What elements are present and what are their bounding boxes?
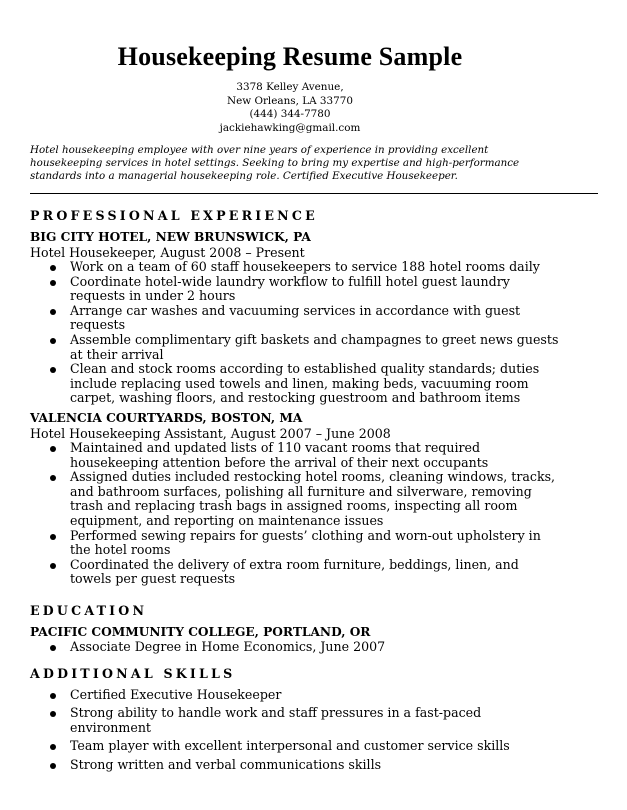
bullet-icon (50, 711, 56, 717)
school-name: PACIFIC COMMUNITY COLLEGE, PORTLAND, OR (30, 625, 371, 639)
list-item: Maintained and updated lists of 110 vacant rooms that required housekeeping attention before the arrival of their next occupants (50, 441, 560, 470)
bullet-icon (50, 446, 56, 452)
phone-number: (444) 344-7780 (249, 108, 331, 121)
resume-title: Housekeeping Resume Sample (117, 42, 463, 71)
header-divider (30, 193, 598, 194)
bullet-icon (50, 744, 56, 750)
bullet-icon (50, 534, 56, 540)
bullet-icon (50, 645, 56, 651)
list-item: Team player with excellent interpersonal and customer service skills (50, 739, 560, 754)
employer-name: BIG CITY HOTEL, NEW BRUNSWICK, PA (30, 230, 311, 244)
education-list (50, 640, 560, 655)
bullet-icon (50, 367, 56, 373)
list-item: Assemble complimentary gift baskets and champagnes to greet news guests at their arrival (50, 333, 560, 362)
job-role: Hotel Housekeeping Assistant, August 2007 – June 2008 (30, 426, 391, 441)
education-heading: EDUCATION (30, 603, 148, 618)
bullet-icon (50, 280, 56, 286)
bullet-icon (50, 265, 56, 271)
address-line-2: New Orleans, LA 33770 (227, 94, 353, 107)
list-item: Arrange car washes and vacuuming services in accordance with guest requests (50, 304, 560, 333)
skills-list (50, 688, 560, 776)
contact-block (0, 81, 580, 135)
list-item: Coordinate hotel-wide laundry workflow to fulfill hotel guest laundry requests in under 2 hours (50, 275, 560, 304)
email-address: jackiehawking@gmail.com (219, 121, 361, 134)
summary-line: housekeeping services in hotel settings. Seeking to bring my expertise and high-performance (30, 157, 520, 169)
bullet-icon (50, 763, 56, 769)
list-item: Coordinated the delivery of extra room furniture, beddings, linen, and towels per guest requests (50, 558, 560, 587)
summary-line: standards into a managerial housekeeping role. Certified Executive Housekeeper. (30, 170, 458, 182)
list-item: Work on a team of 60 staff housekeepers to service 188 hotel rooms daily (50, 260, 560, 275)
bullet-icon (50, 338, 56, 344)
skills-heading: ADDITIONAL SKILLS (30, 666, 236, 681)
list-item: Strong ability to handle work and staff pressures in a fast-paced environment (50, 706, 560, 735)
bullet-icon (50, 693, 56, 699)
summary-paragraph (30, 144, 602, 183)
list-item: Strong written and verbal communications skills (50, 758, 560, 773)
list-item: Associate Degree in Home Economics, June 2007 (50, 640, 560, 655)
list-item: Assigned duties included restocking hotel rooms, cleaning windows, tracks, and bathroom surfaces, polishing all furniture and silverware, removing trash and replacing trash bags in assigned rooms, inspecting all room equipment, and reporting on maintenance issues (50, 470, 560, 528)
bullet-icon (50, 563, 56, 569)
list-item: Clean and stock rooms according to established quality standards; duties include replacing used towels and linen, making beds, vacuuming room carpet, washing floors, and restocking guestroom and bathroom items (50, 362, 560, 406)
list-item: Certified Executive Housekeeper (50, 688, 560, 703)
bullet-icon (50, 475, 56, 481)
employer-name: VALENCIA COURTYARDS, BOSTON, MA (30, 411, 303, 425)
address-line-1: 3378 Kelley Avenue, (236, 81, 344, 93)
list-item: Performed sewing repairs for guests’ clothing and worn-out upholstery in the hotel rooms (50, 529, 560, 558)
summary-line: Hotel housekeeping employee with over nine years of experience in providing excellent (30, 144, 489, 156)
job-duties-list (50, 260, 560, 406)
job-role: Hotel Housekeeper, August 2008 – Present (30, 245, 305, 260)
bullet-icon (50, 309, 56, 315)
job-duties-list (50, 441, 560, 587)
experience-heading: PROFESSIONAL EXPERIENCE (30, 208, 318, 223)
